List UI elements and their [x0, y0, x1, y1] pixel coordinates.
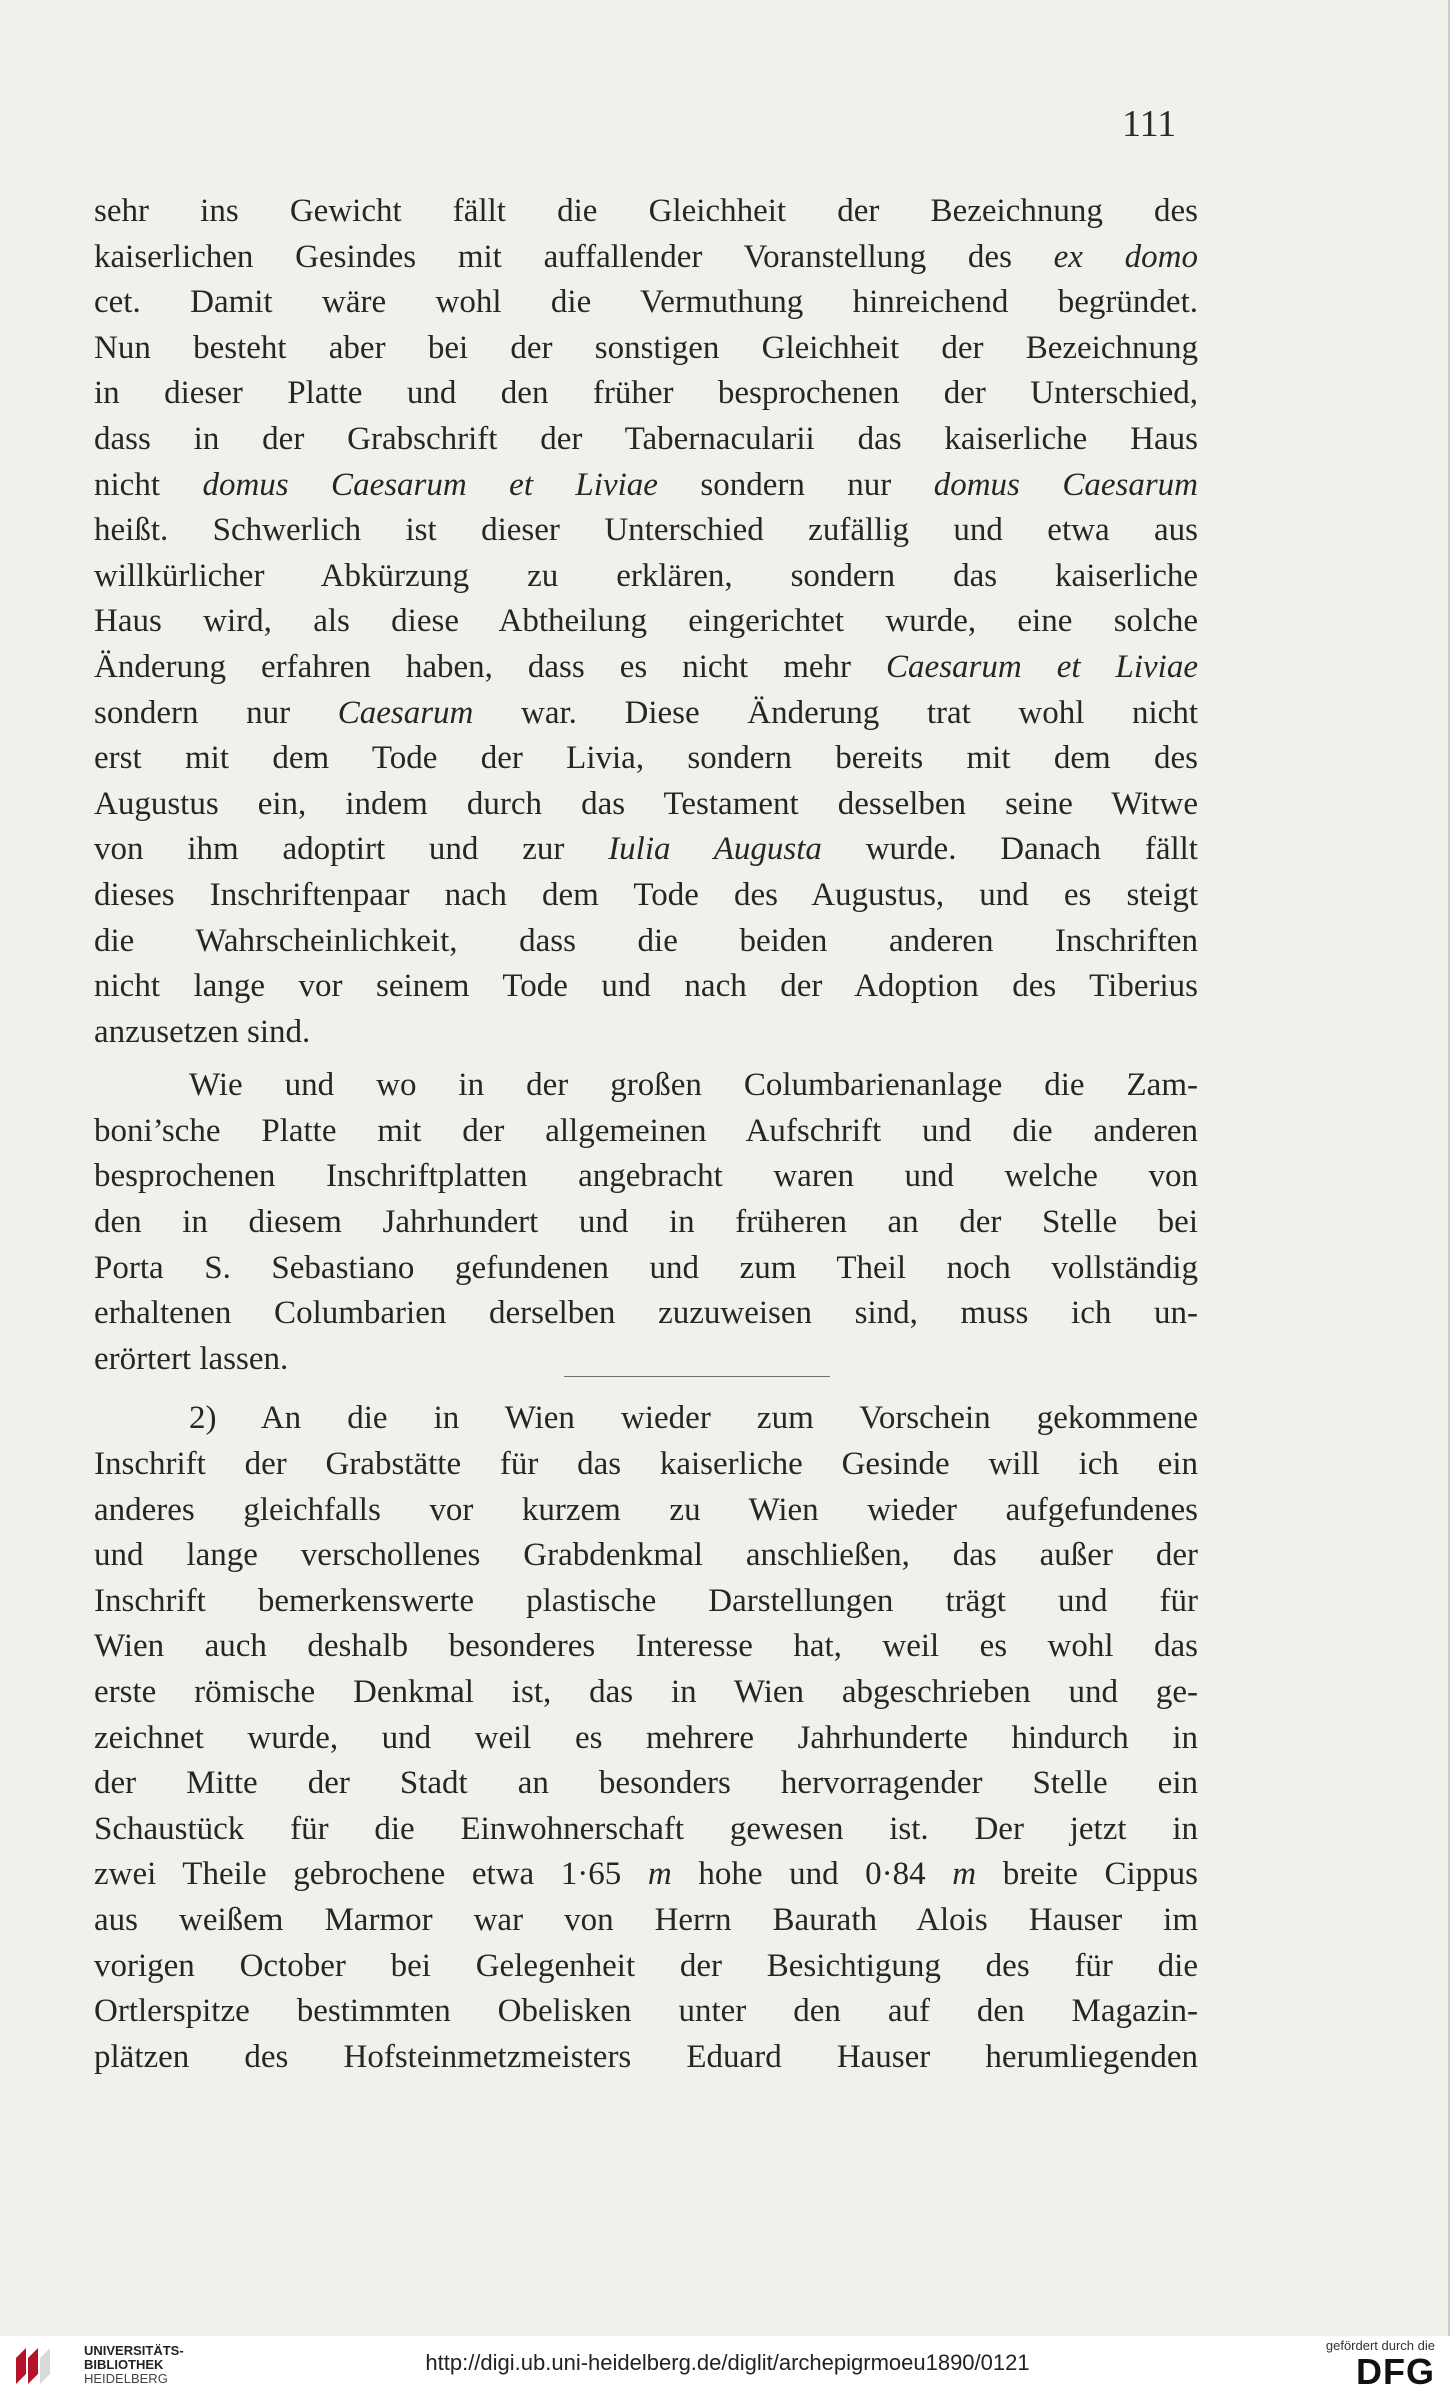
- text-line: Schaustück für die Einwohnerschaft gewesen ist. Der jetzt in: [94, 1810, 1198, 1847]
- text-line: Porta S. Sebastiano gefundenen und zum Theil noch vollständig: [94, 1249, 1198, 1286]
- text-line: und lange verschollenes Grabdenkmal anschließen, das außer der: [94, 1537, 1198, 1574]
- text-line: Wien auch deshalb besonderes Interesse hat, weil es wohl das: [94, 1628, 1198, 1665]
- text-line: zeichnet wurde, und weil es mehrere Jahrhunderte hindurch in: [94, 1719, 1198, 1756]
- text-line: aus weißem Marmor war von Herrn Baurath Alois Hauser im: [94, 1901, 1198, 1938]
- text-line: besprochenen Inschriftplatten angebracht waren und welche von: [94, 1158, 1198, 1195]
- text-line: 2) An die in Wien wieder zum Vorschein gekommene: [189, 1400, 1198, 1437]
- text-line: den in diesem Jahrhundert und in früheren an der Stelle bei: [94, 1204, 1198, 1241]
- text-line: Nun besteht aber bei der sonstigen Gleichheit der Bezeichnung: [94, 329, 1198, 366]
- text-line: Änderung erfahren haben, dass es nicht mehr Caesarum et Liviae: [94, 648, 1199, 685]
- text-line: nicht lange vor seinem Tode und nach der Adoption des Tiberius: [94, 968, 1198, 1005]
- text-line: nicht domus Caesarum et Liviae sondern nur domus Caesarum: [94, 466, 1199, 503]
- text-line: die Wahrscheinlichkeit, dass die beiden anderen Inschriften: [94, 922, 1198, 959]
- text-line: Wie und wo in der großen Columbarienanlage die Zam-: [189, 1067, 1198, 1104]
- text-line: vorigen October bei Gelegenheit der Besichtigung des für die: [94, 1947, 1198, 1984]
- text-line: cet. Damit wäre wohl die Vermuthung hinreichend begründet.: [94, 284, 1198, 321]
- text-line: erst mit dem Tode der Livia, sondern bereits mit dem des: [94, 740, 1198, 777]
- library-name-line: UNIVERSITÄTS-: [84, 2343, 184, 2358]
- text-line: plätzen des Hofsteinmetzmeisters Eduard Hauser herumliegenden: [94, 2038, 1198, 2075]
- viewer-footer: [0, 2336, 1455, 2394]
- body-text: [94, 189, 1198, 2080]
- text-line: Haus wird, als diese Abtheilung eingerichtet wurde, eine solche: [94, 603, 1198, 640]
- text-line: zwei Theile gebrochene etwa 1·65 m hohe und 0·84 m breite Cippus: [94, 1856, 1198, 1893]
- text-line: erste römische Denkmal ist, das in Wien abgeschrieben und ge-: [94, 1674, 1198, 1710]
- funder-block: [1275, 2338, 1435, 2391]
- text-line: anderes gleichfalls vor kurzem zu Wien wieder aufgefundenes: [94, 1491, 1198, 1528]
- page-number: 111: [1122, 103, 1177, 145]
- text-line: sondern nur Caesarum war. Diese Änderung trat wohl nicht: [94, 694, 1198, 731]
- text-line: erörtert lassen.: [94, 1340, 289, 1377]
- text-line: der Mitte der Stadt an besonders hervorragender Stelle ein: [94, 1765, 1198, 1802]
- text-line: Ortlerspitze bestimmten Obelisken unter den auf den Magazin-: [94, 1993, 1198, 2030]
- text-line: erhaltenen Columbarien derselben zuzuweisen sind, muss ich un-: [94, 1295, 1198, 1332]
- library-name-line: HEIDELBERG: [84, 2371, 168, 2386]
- text-line: dieses Inschriftenpaar nach dem Tode des Augustus, und es steigt: [94, 876, 1198, 913]
- text-line: dass in der Grabschrift der Tabernacularii das kaiserliche Haus: [94, 420, 1198, 457]
- section-separator: [564, 1376, 830, 1377]
- text-line: anzusetzen sind.: [94, 1013, 311, 1050]
- text-line: heißt. Schwerlich ist dieser Unterschied zufällig und etwa aus: [94, 512, 1198, 549]
- funding-note: gefördert durch die: [1325, 2338, 1435, 2353]
- text-line: willkürlicher Abkürzung zu erklären, sondern das kaiserliche: [94, 557, 1198, 594]
- library-name-line: BIBLIOTHEK: [84, 2357, 164, 2372]
- section-gap: [94, 1382, 1198, 1396]
- text-line: Inschrift der Grabstätte für das kaiserliche Gesinde will ich ein: [94, 1446, 1198, 1483]
- paragraph-gap: [94, 1055, 1198, 1063]
- text-line: in dieser Platte und den früher besprochenen der Unterschied,: [94, 375, 1198, 412]
- text-line: Augustus ein, indem durch das Testament desselben seine Witwe: [94, 785, 1198, 822]
- text-line: Inschrift bemerkenswerte plastische Darstellungen trägt und für: [94, 1582, 1198, 1619]
- dfg-logo-icon: DFG: [1356, 2351, 1435, 2392]
- permalink-url[interactable]: http://digi.ub.uni-heidelberg.de/diglit/archepigrmoeu1890/0121: [425, 2350, 1030, 2375]
- text-line: kaiserlichen Gesindes mit auffallender Voranstellung des ex domo: [94, 238, 1198, 275]
- text-line: sehr ins Gewicht fällt die Gleichheit der Bezeichnung des: [94, 193, 1198, 229]
- text-line: von ihm adoptirt und zur Iulia Augusta wurde. Danach fällt: [94, 831, 1198, 868]
- text-line: boni’sche Platte mit der allgemeinen Aufschrift und die anderen: [94, 1112, 1198, 1149]
